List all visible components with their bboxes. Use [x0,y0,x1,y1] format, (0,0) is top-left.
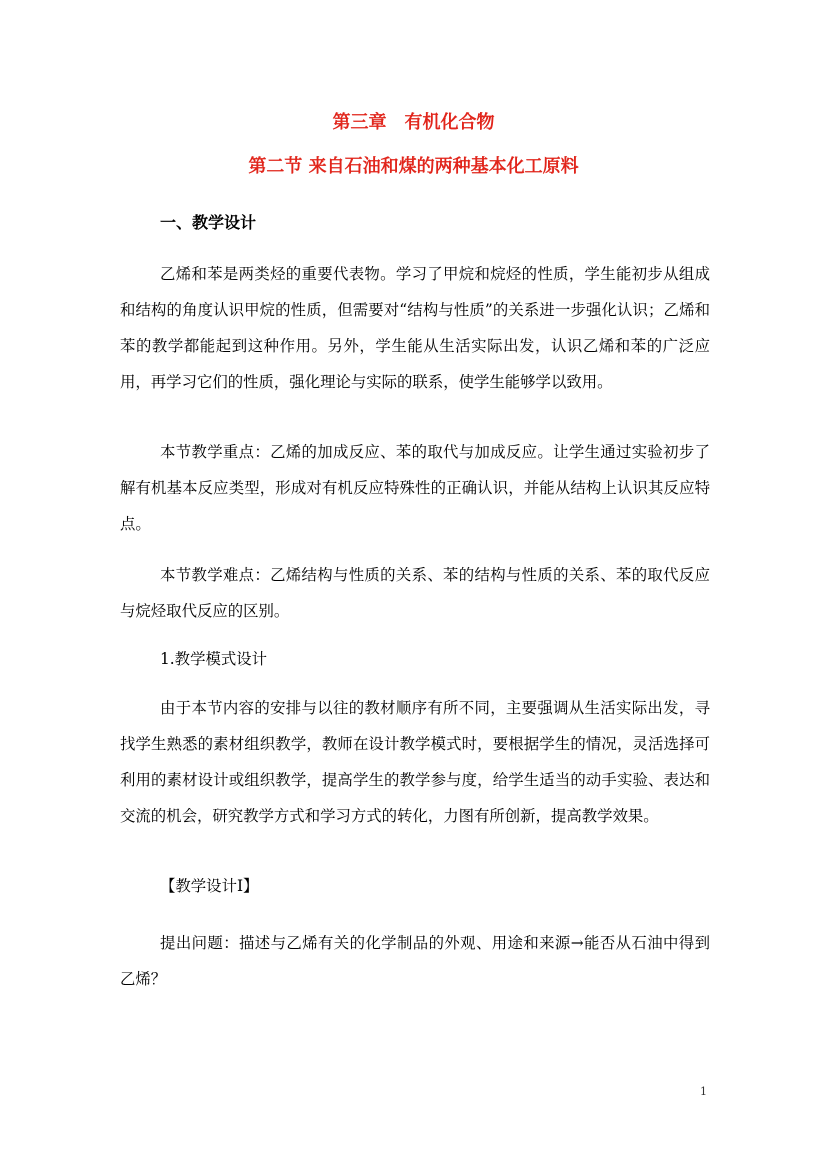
difficult-points-paragraph: 本节教学难点：乙烯结构与性质的关系、苯的结构与性质的关系、苯的取代反应与烷烃取代反应的区别。 [120,566,710,620]
teaching-design-label: 【教学设计Ⅰ】 [160,877,259,895]
section-title: 第二节 来自石油和煤的两种基本化工原料 [248,156,579,177]
page-number: 1 [700,1085,707,1098]
teaching-mode-paragraph: 由于本节内容的安排与以往的教材顺序有所不同，主要强调从生活实际出发，寻找学生熟悉的素材组织教学，教师在设计教学模式时，要根据学生的情况，灵活选择可利用的素材设计或组织教学，提高学生的教学参与度，给学生适当的动手实验、表达和交流的机会，研究教学方式和学习方式的转化，力图有所创新，提高教学效果。 [120,699,710,825]
subheading-teaching-mode: 1.教学模式设计 [160,650,268,668]
teaching-design-heading: 一、教学设计 [160,213,257,232]
question-paragraph: 提出问题：描述与乙烯有关的化学制品的外观、用途和来源→能否从石油中得到乙烯？ [120,934,710,988]
key-points-paragraph: 本节教学重点：乙烯的加成反应、苯的取代与加成反应。让学生通过实验初步了解有机基本反应类型，形成对有机反应特殊性的正确认识，并能从结构上认识其反应特点。 [120,443,710,533]
intro-paragraph: 乙烯和苯是两类烃的重要代表物。学习了甲烷和烷烃的性质，学生能初步从组成和结构的角度认识甲烷的性质，但需要对“结构与性质”的关系进一步强化认识；乙烯和苯的教学都能起到这种作用。另外，学生能从生活实际出发，认识乙烯和苯的广泛应用，再学习它们的性质，强化理论与实际的联系，使学生能够学以致用。 [120,265,710,391]
chapter-title: 第三章 有机化合物 [332,112,495,133]
